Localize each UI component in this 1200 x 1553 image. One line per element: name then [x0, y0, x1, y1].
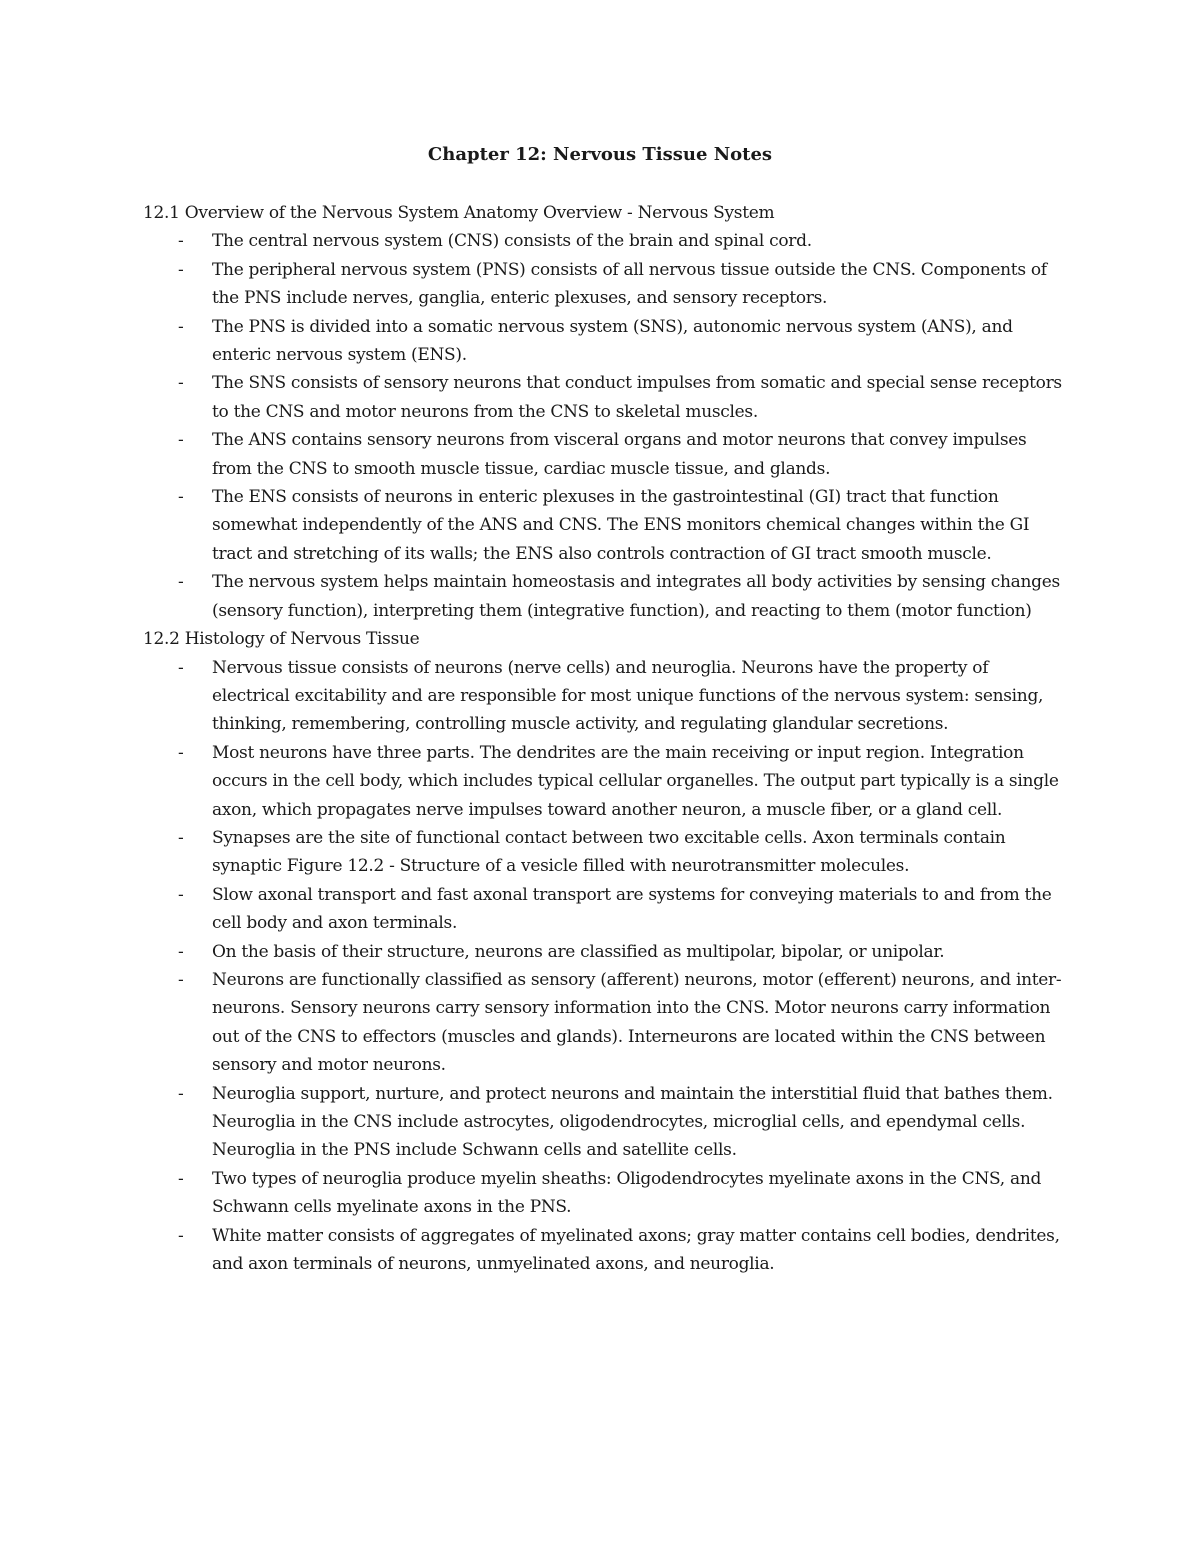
list-item-text: Most neurons have three parts. The dendrites are the main receiving or input region. Integration occurs in the cell body, which includes typical cellular organelles. The output part typically is a single axon, which propagates nerve impulses toward another neuron, a muscle fiber, or a gland cell. — [212, 742, 1059, 820]
bullet-dash: - — [178, 430, 184, 451]
list-item-text: The peripheral nervous system (PNS) consists of all nervous tissue outside the CNS. Components of the PNS include nerves, ganglia, enteric plexuses, and sensory receptors. — [212, 259, 1047, 309]
bullet-dash: - — [178, 316, 184, 337]
bullet-dash: - — [178, 259, 184, 280]
list-item-text: Synapses are the site of functional contact between two excitable cells. Axon terminals contain synaptic Figure 12.2 - Structure of a vesicle filled with neurotransmitter molecules. — [212, 827, 1006, 877]
list-item — [143, 654, 1063, 739]
list-item-text: Slow axonal transport and fast axonal transport are systems for conveying materials to and from the cell body and axon terminals. — [212, 884, 1052, 934]
bullet-dash: - — [178, 1168, 184, 1189]
section-12-1 — [143, 199, 1063, 625]
bullet-list — [143, 654, 1063, 1279]
bullet-dash: - — [178, 827, 184, 848]
list-item — [143, 369, 1063, 426]
bullet-dash: - — [178, 941, 184, 962]
list-item-text: Neuroglia support, nurture, and protect neurons and maintain the interstitial fluid that bathes them. Neuroglia in the CNS include astrocytes, oligodendrocytes, microglial cells, and ependymal cells. Neuroglia in the PNS include Schwann cells and satellite cells. — [212, 1083, 1053, 1161]
document-body — [143, 199, 1063, 1278]
list-item — [143, 256, 1063, 313]
list-item-text: Two types of neuroglia produce myelin sheaths: Oligodendrocytes myelinate axons in the CNS, and Schwann cells myelinate axons in the PNS. — [212, 1168, 1042, 1218]
list-item — [143, 824, 1063, 881]
section-12-2 — [143, 625, 1063, 1278]
list-item-text: Neurons are functionally classified as sensory (afferent) neurons, motor (efferent) neurons, and inter- neurons. Sensory neurons carry sensory information into the CNS. Motor neurons carry information out of the CNS to effectors (muscles and glands). Interneurons are located within the CNS between sensory and motor neurons. — [212, 969, 1062, 1076]
list-item-text: The ANS contains sensory neurons from visceral organs and motor neurons that convey impulses from the CNS to smooth muscle tissue, cardiac muscle tissue, and glands. — [212, 430, 1027, 479]
list-item-text: The ENS consists of neurons in enteric plexuses in the gastrointestinal (GI) tract that function somewhat independently of the ANS and CNS. The ENS monitors chemical changes within the GI tract and stretching of its walls; the ENS also controls contraction of GI tract smooth muscle. — [212, 487, 1030, 564]
list-item — [143, 1165, 1063, 1222]
list-item — [143, 1080, 1063, 1165]
bullet-dash: - — [178, 572, 184, 593]
list-item-text: The central nervous system (CNS) consists of the brain and spinal cord. — [212, 231, 812, 252]
list-item — [143, 426, 1063, 483]
list-item-text: The nervous system helps maintain homeostasis and integrates all body activities by sensing changes (sensory function), interpreting them (integrative function), and reacting to them (motor function) — [212, 572, 1060, 621]
bullet-dash: - — [178, 487, 184, 508]
bullet-dash: - — [178, 373, 184, 394]
list-item — [143, 739, 1063, 824]
bullet-list — [143, 227, 1063, 625]
bullet-dash: - — [178, 742, 184, 763]
section-heading: 12.2 Histology of Nervous Tissue — [143, 629, 420, 650]
bullet-dash: - — [178, 1225, 184, 1246]
list-item — [143, 568, 1063, 625]
list-item — [143, 1222, 1063, 1279]
list-item-text: On the basis of their structure, neurons are classified as multipolar, bipolar, or unipolar. — [212, 941, 945, 962]
bullet-dash: - — [178, 1083, 184, 1104]
bullet-dash: - — [178, 969, 184, 990]
bullet-dash: - — [178, 231, 184, 252]
list-item-text: The PNS is divided into a somatic nervous system (SNS), autonomic nervous system (ANS), and enteric nervous system (ENS). — [212, 316, 1013, 366]
list-item — [143, 881, 1063, 938]
list-item — [143, 938, 1063, 966]
list-item-text: Nervous tissue consists of neurons (nerve cells) and neuroglia. Neurons have the property of electrical excitability and are responsible for most unique functions of the nervous system: sensing, thinking, remembering, controlling muscle activity, and regulating glandular secretions. — [212, 657, 1044, 735]
list-item — [143, 483, 1063, 568]
bullet-dash: - — [178, 657, 184, 678]
list-item-text: White matter consists of aggregates of myelinated axons; gray matter contains cell bodies, dendrites, and axon terminals of neurons, unmyelinated axons, and neuroglia. — [212, 1225, 1060, 1275]
list-item — [143, 313, 1063, 370]
page-title: Chapter 12: Nervous Tissue Notes — [427, 144, 773, 165]
list-item — [143, 966, 1063, 1080]
bullet-dash: - — [178, 884, 184, 905]
list-item-text: The SNS consists of sensory neurons that conduct impulses from somatic and special sense receptors to the CNS and motor neurons from the CNS to skeletal muscles. — [212, 373, 1062, 422]
section-heading: 12.1 Overview of the Nervous System Anatomy Overview - Nervous System — [143, 203, 775, 223]
list-item — [143, 227, 1063, 255]
